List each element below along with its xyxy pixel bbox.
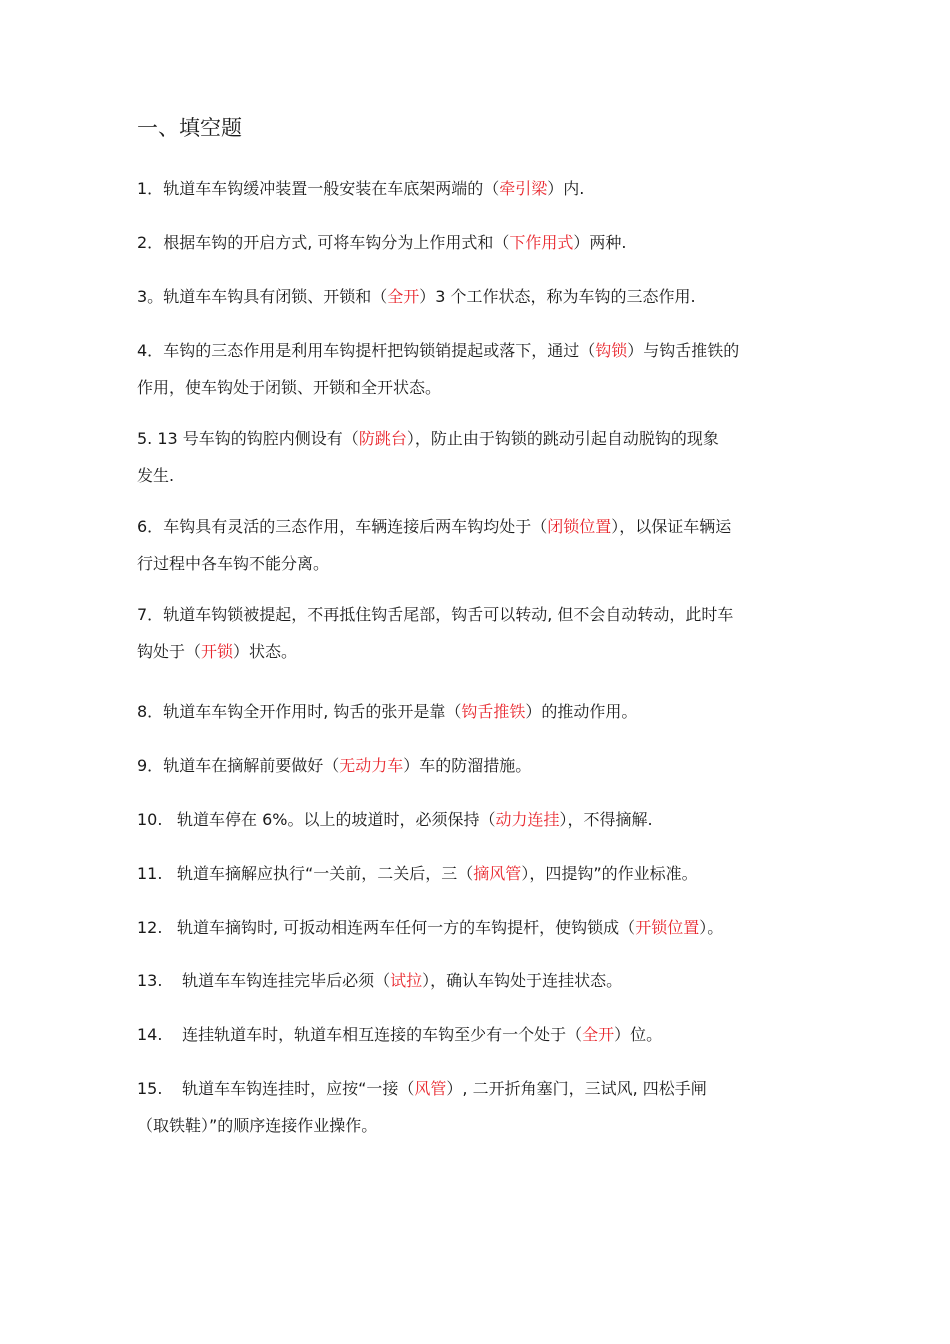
question-item [137,332,817,406]
question-line [137,332,817,369]
question-text: ）位。 [614,1025,663,1044]
question-number: 15. [137,1079,163,1098]
question-text: ），以保证车辆运 [611,517,732,536]
question-line [137,855,817,892]
question-line [137,596,817,633]
question-text: （取铁鞋）”的顺序连接作业操作。 [137,1116,378,1135]
answer-text: 牵引梁 [499,179,548,198]
question-number: 1． [137,179,164,198]
question-text: 轨道车车钩连挂时，应按“一接（ [177,1079,415,1098]
question-text: ），四提钩”的作业标准。 [521,864,698,883]
question-line [137,693,817,730]
question-text: ）与钩舌推铁的 [627,341,740,360]
question-text: 车钩的三态作用是利用车钩提杆把钩锁销提起或落下，通过（ [163,341,596,360]
question-text: ）内. [547,179,585,198]
question-text: 钩处于（ [137,642,202,661]
question-text: 轨道车在摘解前要做好（ [163,756,340,775]
question-number: 7． [137,605,164,624]
question-text: ），确认车钩处于连挂状态。 [422,971,623,990]
answer-text: 动力连挂 [495,810,560,829]
question-item [137,224,817,261]
question-line [137,170,817,207]
question-text: ），不得摘解. [559,810,653,829]
answer-text: 全开 [582,1025,615,1044]
question-line [137,1016,817,1053]
answer-text: 无动力车 [339,756,404,775]
answer-text: 闭锁位置 [547,517,612,536]
question-number: 6． [137,517,164,536]
answer-text: 钩锁 [595,341,628,360]
question-number: 9． [137,756,164,775]
question-item [137,508,817,582]
question-number: 3。 [137,287,164,306]
question-item [137,962,817,999]
question-line [137,369,817,406]
question-text: ）。 [699,918,724,937]
question-text: 发生. [137,466,175,485]
question-line [137,801,817,838]
question-text: 轨道车车钩全开作用时, 钩舌的张开是靠（ [163,702,462,721]
question-text: 轨道车钩锁被提起，不再抵住钩舌尾部，钩舌可以转动, 但不会自动转动，此时车 [163,605,734,624]
question-line [137,224,817,261]
question-number: 5. [137,429,153,448]
question-text: ）状态。 [233,642,298,661]
question-number: 4． [137,341,164,360]
answer-text: 下作用式 [509,233,574,252]
question-number: 8． [137,702,164,721]
question-text: 车钩具有灵活的三态作用，车辆连接后两车钩均处于（ [163,517,548,536]
question-line [137,278,817,315]
question-line [137,962,817,999]
question-number: 10. [137,810,163,829]
answer-text: 全开 [387,287,420,306]
question-text: ）3 个工作状态，称为车钩的三态作用. [419,287,696,306]
answer-text: 摘风管 [473,864,522,883]
answer-text: 风管 [414,1079,447,1098]
question-text: 13 号车钩的钩腔内侧设有（ [152,429,359,448]
question-line [137,420,817,457]
question-text: ）车的防溜措施。 [403,756,532,775]
question-line [137,508,817,545]
question-number: 2． [137,233,164,252]
question-text: ）的推动作用。 [525,702,638,721]
question-text: 轨道车车钩连挂完毕后必须（ [177,971,391,990]
question-item [137,747,817,784]
question-text: 轨道车停在 6%。以上的坡道时，必须保持（ [177,810,496,829]
question-line [137,1107,817,1144]
question-text: 根据车钩的开启方式, 可将车钩分为上作用式和（ [163,233,510,252]
answer-text: 试拉 [390,971,423,990]
question-line [137,457,817,494]
question-item [137,596,817,670]
question-number: 11. [137,864,163,883]
question-item [137,170,817,207]
section-heading: 一、填空题 [137,116,242,140]
answer-text: 开锁 [201,642,234,661]
question-number: 12. [137,918,163,937]
question-item [137,420,817,494]
question-line [137,909,817,946]
question-line [137,633,817,670]
question-item [137,278,817,315]
question-item [137,801,817,838]
answer-text: 开锁位置 [635,918,700,937]
question-text: ）两种. [573,233,627,252]
question-text: 作用，使车钩处于闭锁、开锁和全开状态。 [137,378,442,397]
question-item [137,693,817,730]
question-text: 连挂轨道车时，轨道车相互连接的车钩至少有一个处于（ [177,1025,583,1044]
question-line [137,1070,817,1107]
question-text: 轨道车摘解应执行“一关前，二关后，三（ [177,864,474,883]
answer-text: 钩舌推铁 [461,702,526,721]
answer-text: 防跳台 [358,429,407,448]
question-text: 轨道车车钩具有闭锁、开锁和（ [163,287,388,306]
question-text: 轨道车车钩缓冲装置一般安装在车底架两端的（ [163,179,500,198]
question-item [137,1016,817,1053]
question-number: 14. [137,1025,163,1044]
question-text: 轨道车摘钩时, 可扳动相连两车任何一方的车钩提杆，使钩锁成（ [177,918,636,937]
question-item [137,1070,817,1144]
question-text: 行过程中各车钩不能分离。 [137,554,330,573]
question-item [137,909,817,946]
question-number: 13. [137,971,163,990]
question-item [137,855,817,892]
question-text: ），防止由于钩锁的跳动引起自动脱钩的现象 [406,429,719,448]
question-line [137,747,817,784]
question-line [137,545,817,582]
question-text: ）, 二开折角塞门，三试风, 四松手闸 [446,1079,707,1098]
